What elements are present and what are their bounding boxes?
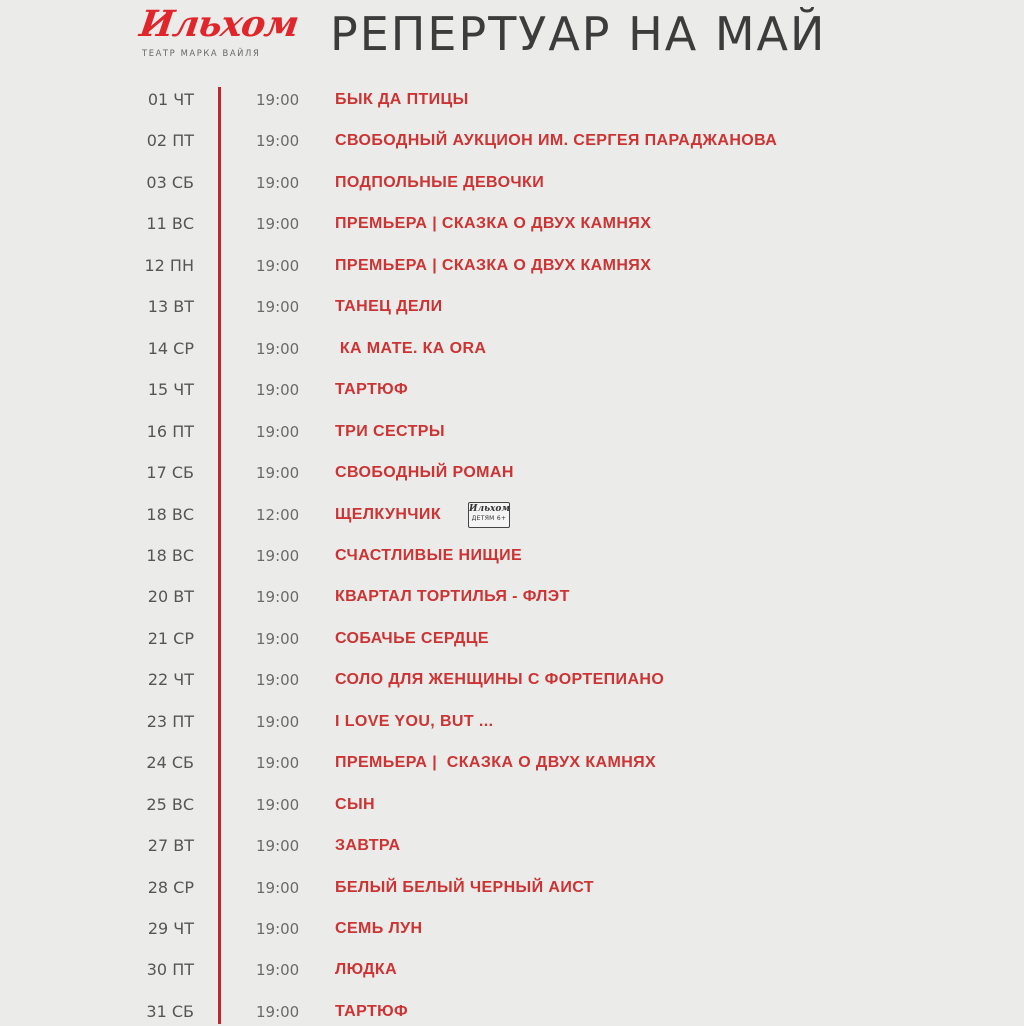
schedule-row	[0, 86, 1024, 114]
performance-title: СЧАСТЛИВЫЕ НИЩИЕ	[335, 547, 523, 564]
performance-time: 19:00	[256, 1003, 300, 1021]
kids-age-badge	[468, 502, 510, 528]
performance-day: 27 ВТ	[147, 836, 194, 855]
performance-day: 18 ВС	[146, 505, 194, 524]
performance-title: ТАРТЮФ	[335, 381, 409, 398]
performance-time: 19:00	[256, 547, 300, 565]
performance-title: СОБАЧЬЕ СЕРДЦЕ	[335, 630, 489, 647]
performance-title: СЕМЬ ЛУН	[335, 920, 423, 937]
performance-title: ЩЕЛКУНЧИК	[335, 506, 441, 523]
page-title: РЕПЕРТУАР НА МАЙ	[330, 7, 827, 61]
performance-time: 19:00	[256, 796, 300, 814]
performance-title: ЗАВТРА	[335, 837, 401, 854]
performance-time: 19:00	[256, 754, 300, 772]
schedule-row	[0, 708, 1024, 736]
performance-title: ПРЕМЬЕРА | СКАЗКА О ДВУХ КАМНЯХ	[335, 257, 652, 274]
performance-time: 19:00	[256, 713, 300, 731]
performance-time: 19:00	[256, 132, 300, 150]
performance-time: 19:00	[256, 91, 300, 109]
performance-day: 29 ЧТ	[147, 919, 194, 938]
performance-title: СОЛО ДЛЯ ЖЕНЩИНЫ С ФОРТЕПИАНО	[335, 671, 665, 688]
performance-day: 31 СБ	[146, 1002, 194, 1021]
performance-title: СВОБОДНЫЙ РОМАН	[335, 464, 514, 481]
performance-title: ПРЕМЬЕРА | СКАЗКА О ДВУХ КАМНЯХ	[335, 215, 652, 232]
performance-time: 19:00	[256, 298, 300, 316]
performance-title: СВОБОДНЫЙ АУКЦИОН ИМ. СЕРГЕЯ ПАРАДЖАНОВА	[335, 132, 778, 149]
performance-day: 18 ВС	[146, 546, 194, 565]
performance-day: 12 ПН	[144, 256, 194, 275]
performance-day: 03 СБ	[146, 173, 194, 192]
performance-day: 24 СБ	[146, 753, 194, 772]
schedule-row	[0, 459, 1024, 487]
performance-time: 19:00	[256, 879, 300, 897]
logo-wordmark: Ильхом	[137, 3, 301, 45]
performance-day: 16 ПТ	[146, 422, 194, 441]
performance-time: 19:00	[256, 174, 300, 192]
performance-day: 02 ПТ	[146, 131, 194, 150]
schedule-row	[0, 335, 1024, 363]
performance-title: ТРИ СЕСТРЫ	[335, 423, 445, 440]
performance-time: 19:00	[256, 215, 300, 233]
schedule-row	[0, 625, 1024, 653]
schedule-row	[0, 376, 1024, 404]
performance-day: 30 ПТ	[146, 960, 194, 979]
performance-day: 28 СР	[147, 878, 194, 897]
performance-time: 19:00	[256, 340, 300, 358]
schedule-row	[0, 791, 1024, 819]
logo-subtitle: ТЕАТР МАРКА ВАЙЛЯ	[142, 48, 261, 58]
performance-title: ТАРТЮФ	[335, 1003, 409, 1020]
performance-title: БЕЛЫЙ БЕЛЫЙ ЧЕРНЫЙ АИСТ	[335, 879, 594, 896]
performance-time: 19:00	[256, 961, 300, 979]
performance-title: ПОДПОЛЬНЫЕ ДЕВОЧКИ	[335, 174, 545, 191]
schedule-row	[0, 583, 1024, 611]
performance-day: 20 ВТ	[147, 587, 194, 606]
performance-time: 19:00	[256, 423, 300, 441]
performance-day: 25 ВС	[146, 795, 194, 814]
performance-title: БЫК ДА ПТИЦЫ	[335, 91, 469, 108]
performance-title: ПРЕМЬЕРА | СКАЗКА О ДВУХ КАМНЯХ	[335, 754, 657, 771]
schedule-row	[0, 956, 1024, 984]
badge-label: ДЕТЯМ 6+	[471, 515, 507, 522]
schedule-row	[0, 252, 1024, 280]
schedule-row	[0, 418, 1024, 446]
performance-title: СЫН	[335, 796, 375, 813]
performance-time: 19:00	[256, 588, 300, 606]
schedule-row	[0, 666, 1024, 694]
performance-title: ТАНЕЦ ДЕЛИ	[335, 298, 443, 315]
performance-time: 19:00	[256, 630, 300, 648]
schedule-row	[0, 998, 1024, 1026]
performance-day: 14 СР	[147, 339, 194, 358]
performance-title: КА МАТЕ. КА ОRA	[335, 340, 487, 357]
performance-time: 12:00	[256, 506, 300, 524]
performance-time: 19:00	[256, 837, 300, 855]
schedule-row	[0, 832, 1024, 860]
performance-day: 23 ПТ	[146, 712, 194, 731]
performance-title: КВАРТАЛ ТОРТИЛЬЯ - ФЛЭТ	[335, 588, 570, 605]
schedule-row	[0, 749, 1024, 777]
performance-time: 19:00	[256, 464, 300, 482]
performance-time: 19:00	[256, 257, 300, 275]
performance-day: 22 ЧТ	[147, 670, 194, 689]
schedule-row	[0, 127, 1024, 155]
schedule-row	[0, 915, 1024, 943]
performance-time: 19:00	[256, 920, 300, 938]
schedule-row	[0, 874, 1024, 902]
performance-day: 01 ЧТ	[147, 90, 194, 109]
schedule-row	[0, 169, 1024, 197]
schedule-row	[0, 293, 1024, 321]
performance-title: ЛЮДКА	[335, 961, 398, 978]
performance-day: 13 ВТ	[147, 297, 194, 316]
schedule-row	[0, 542, 1024, 570]
performance-day: 15 ЧТ	[147, 380, 194, 399]
performance-day: 11 ВС	[146, 214, 194, 233]
performance-time: 19:00	[256, 381, 300, 399]
theatre-logo	[137, 2, 301, 64]
performance-day: 21 СР	[147, 629, 194, 648]
badge-wordmark: Ильхом	[469, 504, 510, 514]
performance-title: I LOVE YOU, BUT ...	[335, 713, 494, 730]
performance-day: 17 СБ	[146, 463, 194, 482]
schedule-row	[0, 501, 1024, 529]
performance-time: 19:00	[256, 671, 300, 689]
schedule-row	[0, 210, 1024, 238]
